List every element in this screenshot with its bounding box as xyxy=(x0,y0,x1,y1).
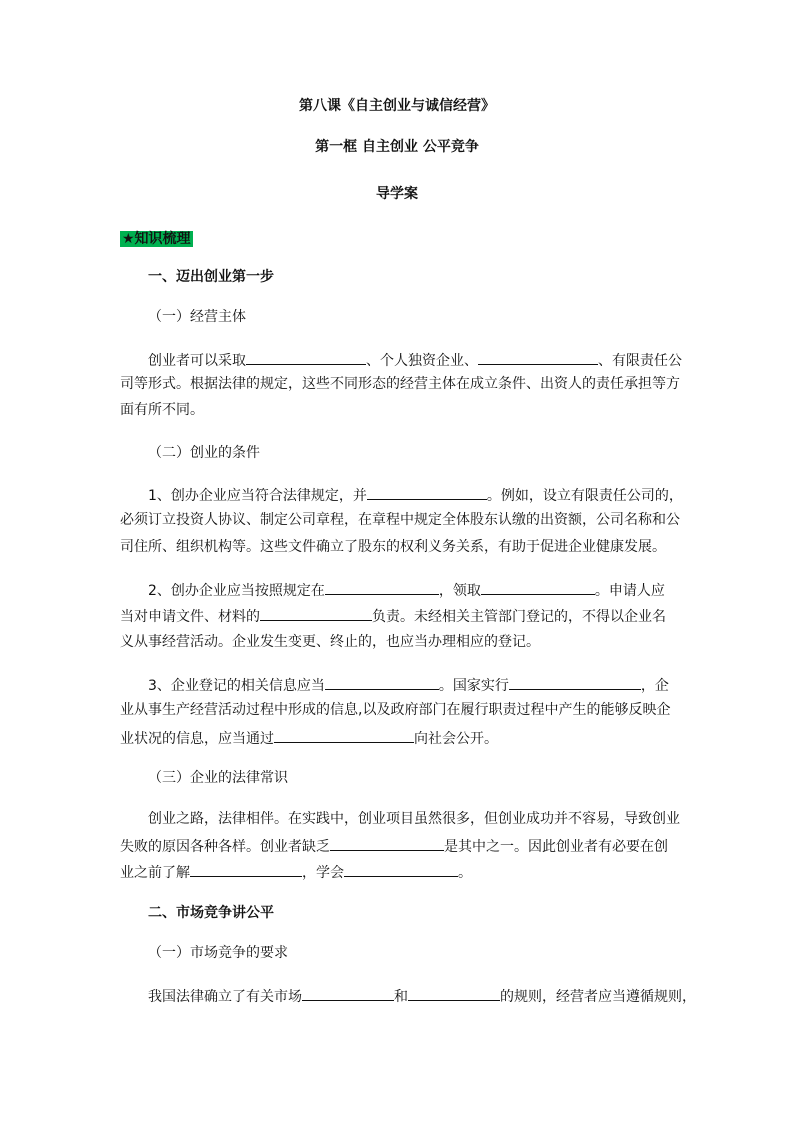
document-type: 导学案 xyxy=(376,186,418,202)
fill-blank[interactable] xyxy=(408,985,500,1001)
subheading-legal-knowledge: （三）企业的法律常识 xyxy=(148,770,288,786)
fill-blank[interactable] xyxy=(344,861,458,877)
fill-blank[interactable] xyxy=(325,674,439,690)
fill-blank[interactable] xyxy=(509,674,641,690)
subheading-business-entity: （一）经营主体 xyxy=(148,309,246,325)
paragraph-line: 司等形式。根据法律的规定，这些不同形态的经营主体在成立条件、出资人的责任承担等方 xyxy=(120,376,680,392)
paragraph-line: 2、创办企业应当按照规定在 ，领取 。申请人应 xyxy=(148,579,718,601)
fill-blank[interactable] xyxy=(481,579,595,595)
fill-blank[interactable] xyxy=(246,349,366,365)
document-subtitle: 第一框 自主创业 公平竞争 xyxy=(315,139,479,155)
fill-blank[interactable] xyxy=(478,349,598,365)
fill-blank[interactable] xyxy=(260,605,372,621)
paragraph-line: 我国法律确立了有关市场 和 的规则，经营者应当遵循规则， xyxy=(148,985,718,1007)
section-tag-row xyxy=(120,229,690,249)
fill-blank[interactable] xyxy=(330,835,444,851)
heading-1: 一、迈出创业第一步 xyxy=(148,269,274,285)
paragraph-line: 创业者可以采取 、个人独资企业、 、有限责任公 xyxy=(148,349,718,371)
paragraph-line: 业状况的信息，应当通过 向社会公开。 xyxy=(120,727,690,749)
fill-blank[interactable] xyxy=(190,861,302,877)
document-title: 第八课《自主创业与诚信经营》 xyxy=(299,98,495,114)
paragraph-line: 创业之路，法律相伴。在实践中，创业项目虽然很多，但创业成功并不容易，导致创业 xyxy=(148,811,680,827)
subheading-competition-requirements: （一）市场竞争的要求 xyxy=(148,945,288,961)
paragraph-line: 面有所不同。 xyxy=(120,402,204,418)
paragraph-line: 失败的原因各种各样。创业者缺乏 是其中之一。因此创业者有必要在创 xyxy=(120,835,690,857)
fill-blank[interactable] xyxy=(302,985,394,1001)
paragraph-line: 1、创办企业应当符合法律规定，并 。例如，设立有限责任公司的， xyxy=(148,484,718,506)
fill-blank[interactable] xyxy=(325,579,439,595)
section-tag: ★知识梳理 xyxy=(122,231,191,247)
paragraph-line: 业之前了解 ，学会 。 xyxy=(120,861,690,883)
paragraph-line: 必须订立投资人协议、制定公司章程，在章程中规定全体股东认缴的出资额，公司名称和公 xyxy=(120,512,680,528)
fill-blank[interactable] xyxy=(274,727,414,743)
fill-blank[interactable] xyxy=(367,484,487,500)
subheading-conditions: （二）创业的条件 xyxy=(148,445,260,461)
paragraph-line: 3、企业登记的相关信息应当 。国家实行 ，企 xyxy=(148,674,718,696)
paragraph-line: 司住所、组织机构等。这些文件确立了股东的权利义务关系，有助于促进企业健康发展。 xyxy=(120,539,666,555)
paragraph-line: 业从事生产经营活动过程中形成的信息,以及政府部门在履行职责过程中产生的能够反映企 xyxy=(120,702,671,718)
paragraph-line: 义从事经营活动。企业发生变更、终止的，也应当办理相应的登记。 xyxy=(120,634,540,650)
paragraph-line: 当对申请文件、材料的 负责。未经相关主管部门登记的，不得以企业名 xyxy=(120,605,690,627)
heading-2: 二、市场竞争讲公平 xyxy=(148,905,274,921)
